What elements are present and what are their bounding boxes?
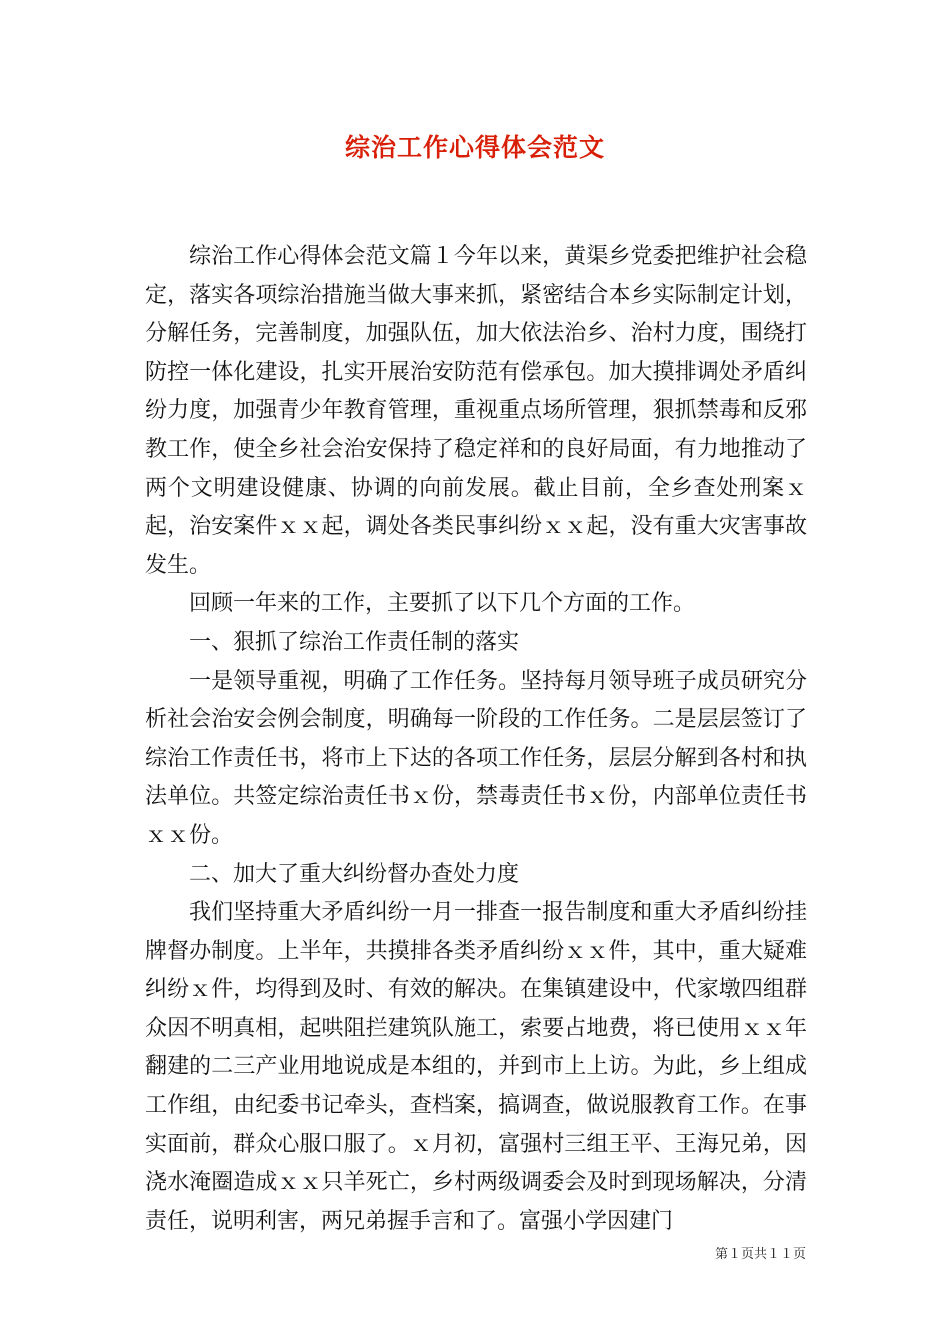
section-heading-2: 二、加大了重大纠纷督办查处力度	[189, 861, 520, 887]
document-body	[145, 238, 807, 1241]
paragraph-section-1: 一是领导重视，明确了工作任务。坚持每月领导班子成员研究分析社会治安会例会制度，明确每一阶段的工作任务。二是层层签订了综治工作责任书，将市上下达的各项工作任务，层层分解到各村和执法单位。共签定综治责任书ｘ份，禁毒责任书ｘ份，内部单位责任书ｘｘ份。	[145, 668, 807, 848]
paragraph-review: 回顾一年来的工作，主要抓了以下几个方面的工作。	[189, 591, 696, 617]
document-title: 综治工作心得体会范文	[344, 133, 605, 162]
page-number: 第１页共１１页	[714, 1247, 806, 1262]
section-heading-1: 一、狠抓了综治工作责任制的落实	[189, 629, 520, 655]
paragraph-section-2: 我们坚持重大矛盾纠纷一月一排查一报告制度和重大矛盾纠纷挂牌督办制度。上半年，共摸排各类矛盾纠纷ｘｘ件，其中，重大疑难纠纷ｘ件，均得到及时、有效的解决。在集镇建设中，代家墩四组群众因不明真相，起哄阻拦建筑队施工，索要占地费，将已使用ｘｘ年翻建的二三产业用地说成是本组的，并到市上上访。为此，乡上组成工作组，由纪委书记牵头，查档案，搞调查，做说服教育工作。在事实面前，群众心服口服了。ｘ月初，富强村三组王平、王海兄弟，因浇水淹圈造成ｘｘ只羊死亡，乡村两级调委会及时到现场解决，分清责任，说明利害，两兄弟握手言和了。富强小学因建门	[145, 900, 807, 1234]
paragraph-intro: 综治工作心得体会范文篇１今年以来，黄渠乡党委把维护社会稳定，落实各项综治措施当做大事来抓，紧密结合本乡实际制定计划，分解任务，完善制度，加强队伍，加大依法治乡、治村力度，围绕打防控一体化建设，扎实开展治安防范有偿承包。加大摸排调处矛盾纠纷力度，加强青少年教育管理，重视重点场所管理，狠抓禁毒和反邪教工作，使全乡社会治安保持了稳定祥和的良好局面，有力地推动了两个文明建设健康、协调的向前发展。截止目前，全乡查处刑案ｘ起，治安案件ｘｘ起，调处各类民事纠纷ｘｘ起，没有重大灾害事故发生。	[145, 244, 807, 578]
